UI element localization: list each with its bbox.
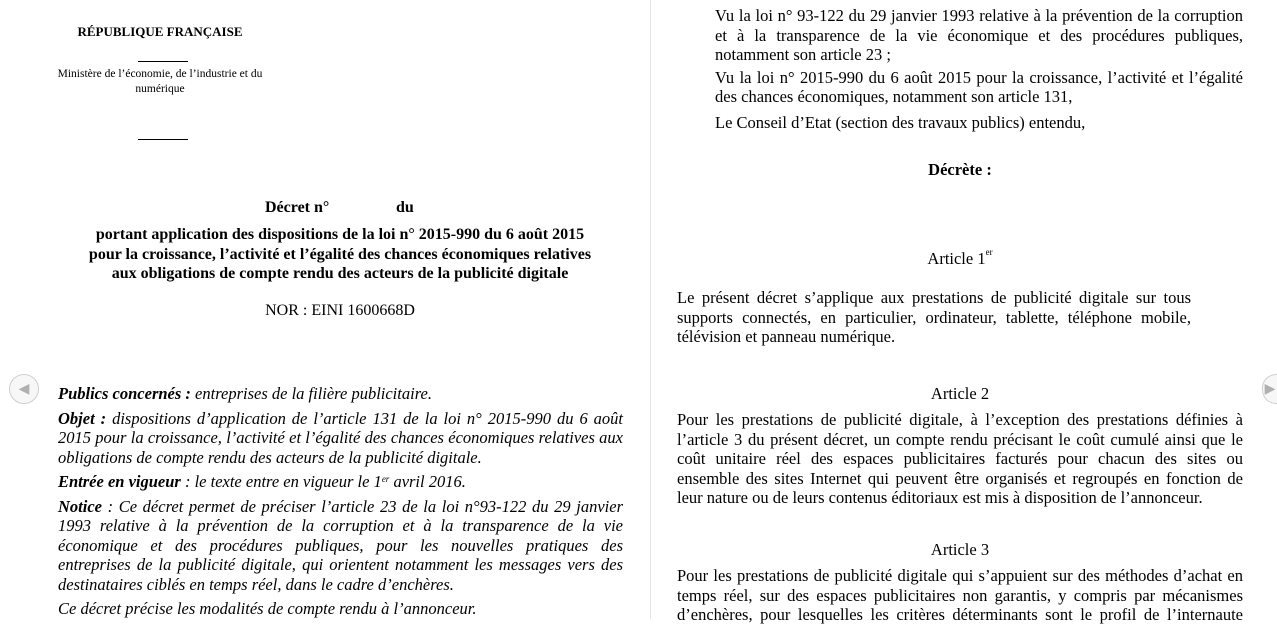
decree-date-label: du: [396, 199, 414, 216]
nor-reference: NOR : EINI 1600668D: [265, 302, 415, 319]
decree-title-line: aux obligations de compte rendu des acteurs de la publicité digitale: [111, 265, 569, 282]
republic-heading: RÉPUBLIQUE FRANÇAISE: [77, 24, 243, 39]
decree-title: [50, 225, 630, 284]
publics-text: entreprises de la filière publicitaire.: [190, 384, 432, 403]
entree-label: Entrée en vigueur: [58, 472, 181, 491]
entree-superscript: er: [381, 474, 390, 484]
objet-label: Objet :: [58, 408, 107, 428]
vu-paragraph-1: Vu la loi n° 93-122 du 29 janvier 1993 relative à la prévention de la corruption et à la transparence de la vie économique et des procédures publiques, notamment son article 23 ;: [715, 6, 1243, 64]
article-1-title: Article 1: [927, 249, 986, 268]
notice-text: : Ce décret permet de préciser l’article 23 de la loi n°93-122 du 29 janvier 1993 relative à la prévention de la corruption et à la transparence de la vie économique et des procédures publiques, pour les nouvelles pratiques des entreprises de la publicité digitale, qui orientent notamment les messages vers des destinataires ciblés en temps réel, dans le cadre d’enchères.: [58, 496, 623, 594]
publics-label: Publics concernés :: [58, 384, 191, 403]
conseil-paragraph: Le Conseil d’Etat (section des travaux publics) entendu,: [715, 112, 1086, 132]
objet-paragraph: [58, 409, 623, 468]
article-1-superscript: er: [985, 247, 993, 257]
notice-last-line: Ce décret précise les modalités de compte rendu à l’annonceur.: [58, 599, 477, 618]
notice-paragraph: [58, 497, 623, 595]
entree-paragraph: [58, 472, 623, 492]
ministry-name: Ministère de l’économie, de l’industrie et du numérique: [57, 68, 263, 95]
entree-text: : le texte entre en vigueur le 1: [180, 472, 382, 491]
document-page-right: [651, 0, 1277, 624]
header-divider-2: [138, 139, 188, 140]
article-1-heading: [715, 249, 1205, 269]
decrete-heading: Décrète :: [928, 160, 992, 179]
notice-block: [58, 384, 623, 619]
vu-paragraph-2: Vu la loi n° 2015-990 du 6 août 2015 pour la croissance, l’activité et l’égalité des chances économiques, notamment son article 131,: [715, 67, 1243, 106]
previous-page-button[interactable]: [9, 374, 39, 404]
notice-label: Notice: [58, 496, 102, 516]
article-2-heading: Article 2: [930, 384, 990, 403]
article-2-text: Pour les prestations de publicité digitale, à l’exception des prestations définies à l’article 3 du présent décret, un compte rendu précisant le coût cumulé ainsi que le coût unitaire réel des espaces publicitaires facturés pour chacun des sites ou ensemble des sites Internet qui peuvent être organisés et regroupés en fonction de leur nature ou de leurs contenus éditoriaux est mis à disposition de l’annonceur.: [677, 410, 1243, 507]
entree-text-end: avril 2016.: [389, 472, 466, 491]
vu-block: [715, 6, 1243, 132]
publics-paragraph: [58, 384, 623, 404]
article-3-text: Pour les prestations de publicité digitale qui s’appuient sur des méthodes d’achat en temps réel, sur des espaces publicitaires non garantis, y compris par mécanismes d’enchères, pour lesquelles les critères déterminants sont le profil de l’internaute: [677, 566, 1243, 624]
objet-text: dispositions d’application de l’article 131 de la loi n° 2015-990 du 6 août 2015 pour la croissance, l’activité et l’égalité des chances économiques relatives aux obligations de compte rendu des acteurs de la publicité digitale.: [58, 408, 623, 467]
decree-title-line: pour la croissance, l’activité et l’égalité des chances économiques relatives: [88, 245, 592, 263]
header-divider: [138, 61, 188, 62]
chevron-left-icon: ◀: [18, 381, 30, 397]
chevron-right-icon: ▶: [1264, 381, 1276, 397]
decree-number-label: Décret n°: [265, 199, 330, 216]
article-3-heading: Article 3: [930, 540, 990, 559]
article-1-text: Le présent décret s’applique aux prestations de publicité digitale sur tous supports connectés, en particulier, ordinateur, tablette, téléphone mobile, télévision et panneau numérique.: [677, 288, 1191, 346]
decree-title-line: portant application des dispositions de la loi n° 2015-990 du 6 août 2015: [95, 226, 585, 243]
